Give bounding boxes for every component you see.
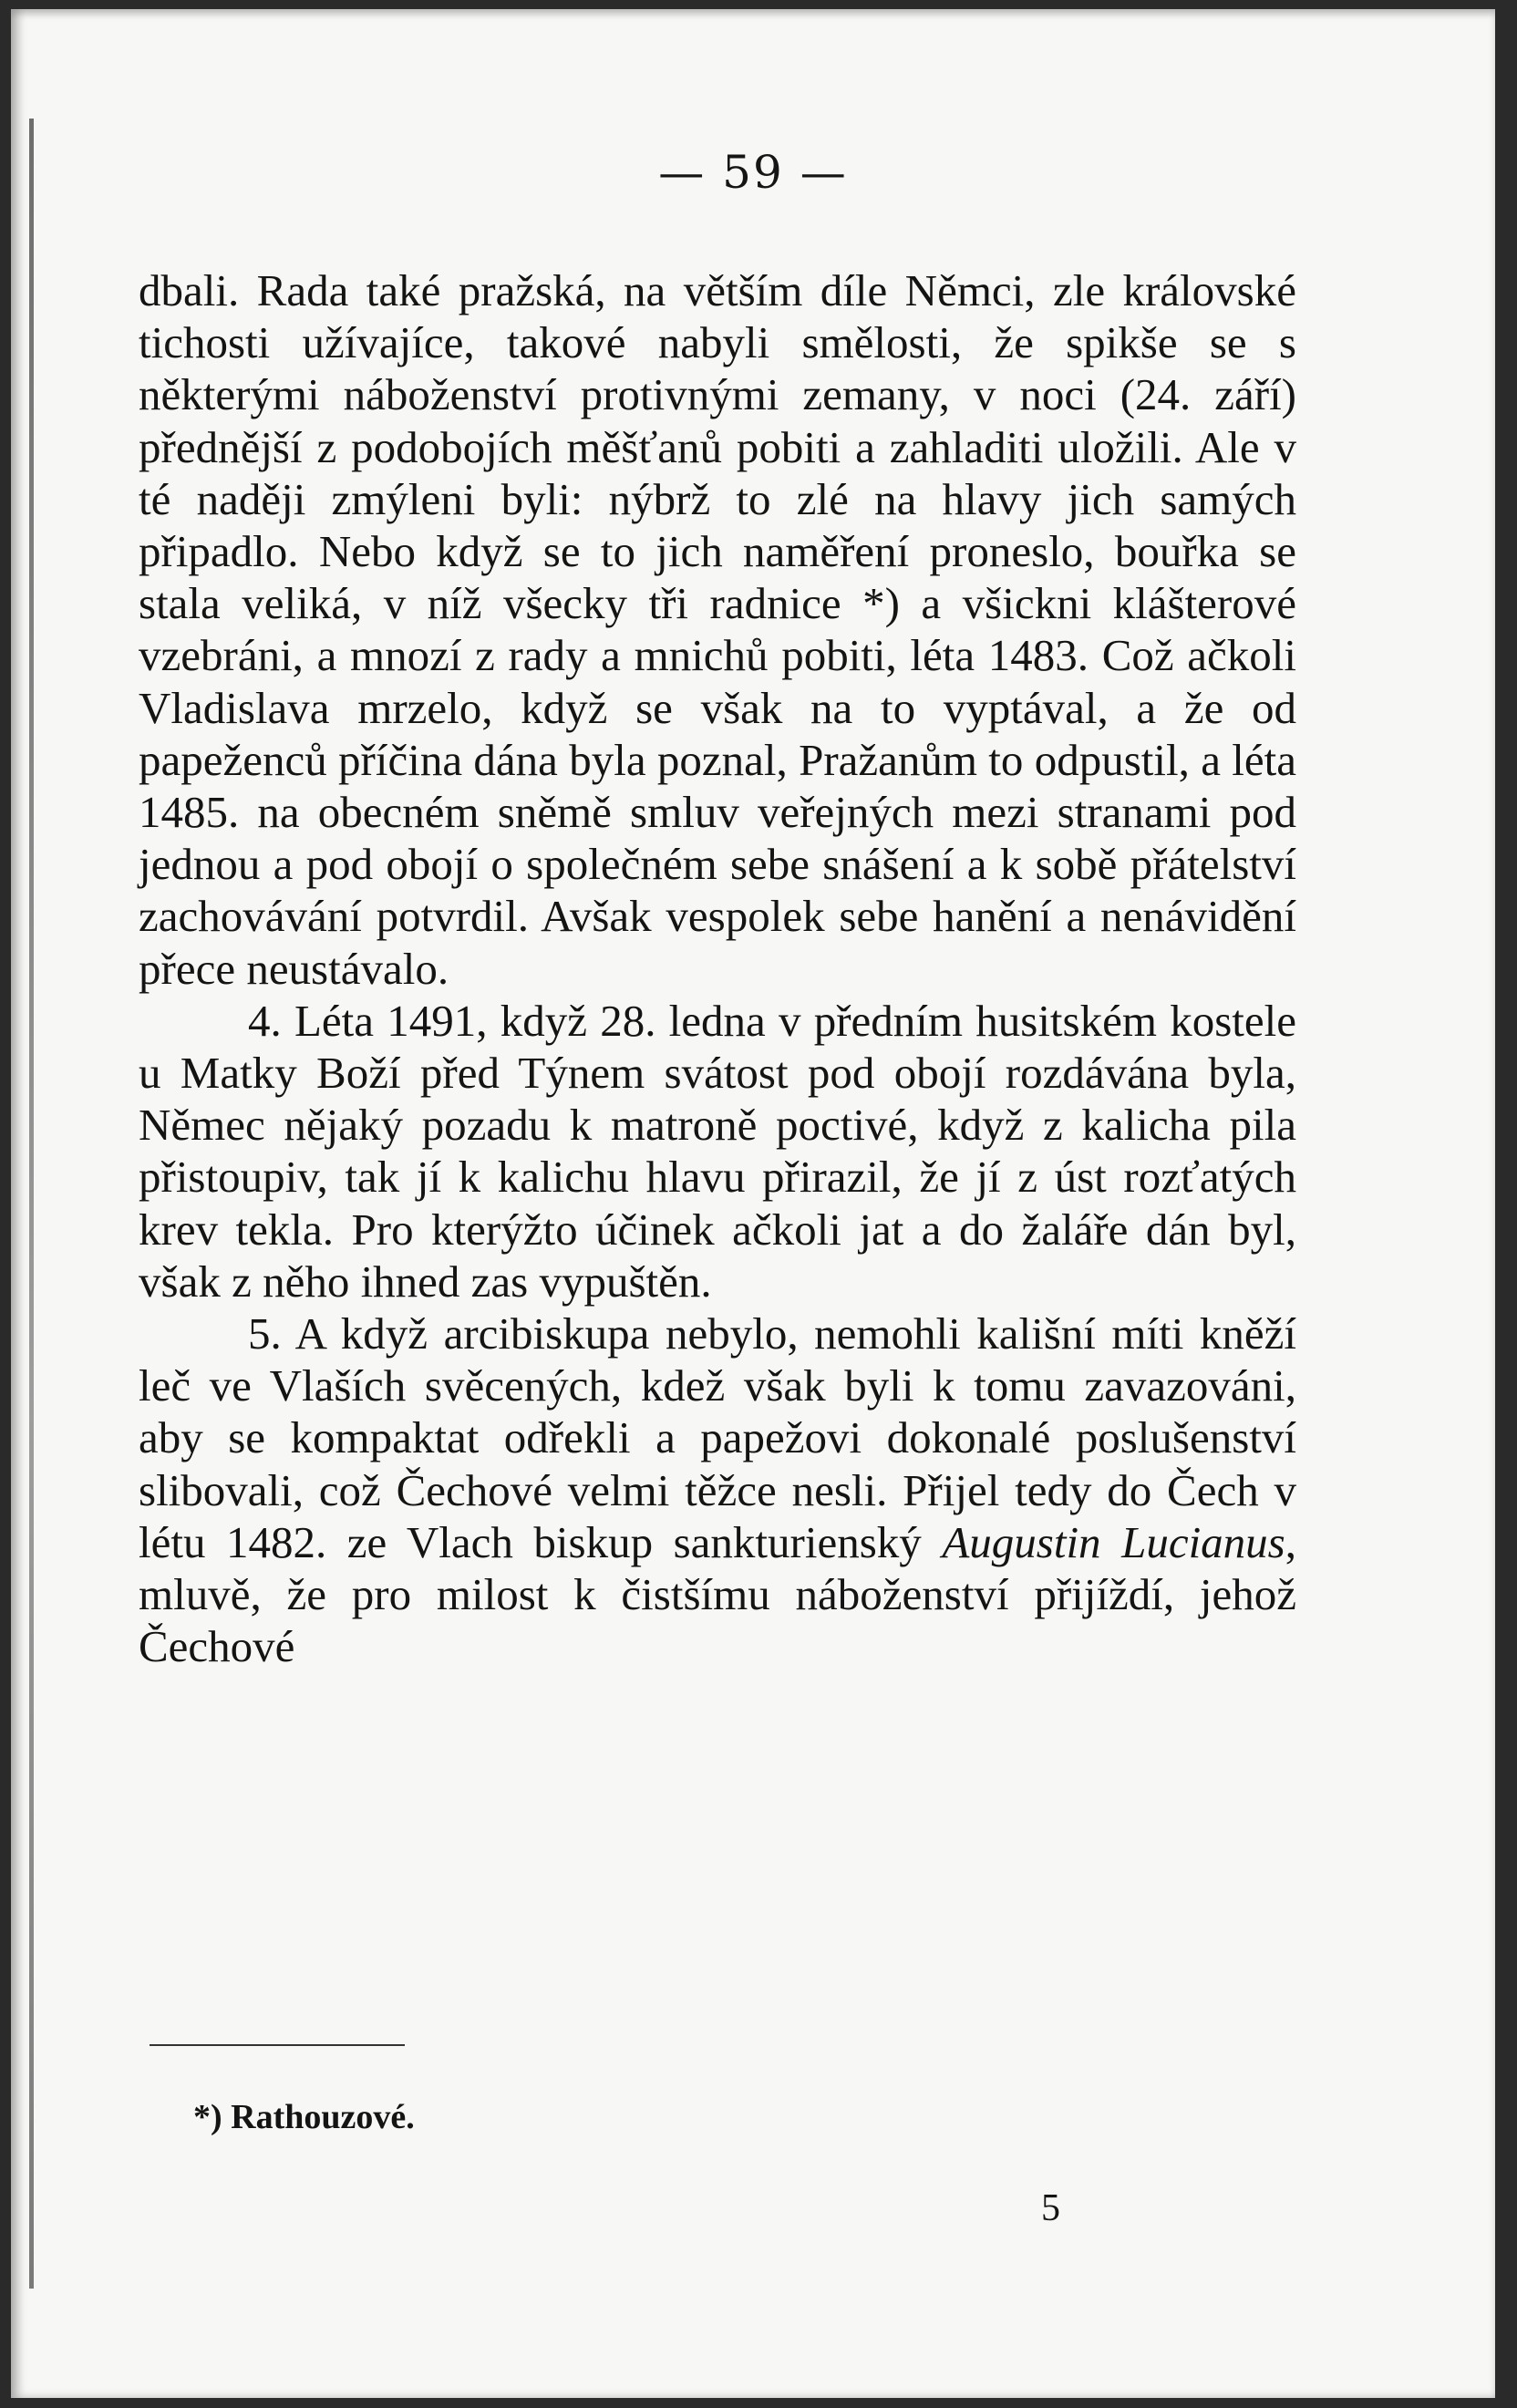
paragraph-1: dbali. Rada také pražská, na větším díle Němci, zle královské tichosti užívajíce, takové nabyli smělosti, že spikše se s některými náboženství protivnými zemany, v noci (24. září) přednější z podobojích měšťanů pobiti a zahladiti uložili. Ale v té naději zmýleni byli: nýbrž to zlé na hlavy jich samých připadlo. Nebo když se to jich naměření proneslo, bouřka se stala veliká, v níž všecky tři radnice *) a všickni klášterové vzebráni, a mnozí z rady a mnichů pobiti, léta 1483. Což ačkoli Vladislava mrzelo, když se však na to vyptával, a že od papeženců příčina dána byla poznal, Pražanům to odpustil, a léta 1485. na obecném sněmě smluv veřejných mezi stranami pod jednou a pod obojí o společném sebe snášení a k sobě přátelství zachovávání potvrdil. Avšak vespolek sebe hanění a nenávidění přece neustávalo. bbox=[139, 265, 1296, 994]
paragraph-3 bbox=[139, 1307, 1296, 1672]
footnote-divider bbox=[150, 2044, 405, 2046]
italic-name: Augustin Lucianus bbox=[942, 1516, 1285, 1567]
body-text bbox=[139, 264, 1296, 1672]
book-page bbox=[11, 9, 1495, 2398]
page-number: — 59 — bbox=[658, 146, 848, 199]
signature-mark: 5 bbox=[1041, 2187, 1060, 2229]
paragraph-3-text: 5. A když arcibiskupa nebylo, nemohli kališní míti kněží leč ve Vlaších svěcených, kdež však byli k tomu zavazováni, aby se kompaktat odřekli a papežovi dokonalé poslušenství slibovali, což Čechové velmi těžce nesli. Přijel tedy do Čech v létu 1482. ze Vlach biskup sankturienský bbox=[139, 1308, 1296, 1567]
paragraph-3-tail: , mluvě, že pro milost k čistšímu náboženství přijíždí, jehož Čechové bbox=[139, 1516, 1297, 1672]
binding-shadow bbox=[29, 119, 34, 2289]
paragraph-2: 4. Léta 1491, když 28. ledna v předním husitském kostele u Matky Boží před Týnem svátost pod obojí rozdávána byla, Němec nějaký pozadu k matroně poctivé, když z kalicha pila přistoupiv, tak jí k kalichu hlavu přirazil, že jí z úst rozťatých krev tekla. Pro kterýžto účinek ačkoli jat a do žaláře dán byl, však z něho ihned zas vypuštěn. bbox=[139, 995, 1296, 1307]
footnote: *) Rathouzové. bbox=[193, 2098, 415, 2136]
